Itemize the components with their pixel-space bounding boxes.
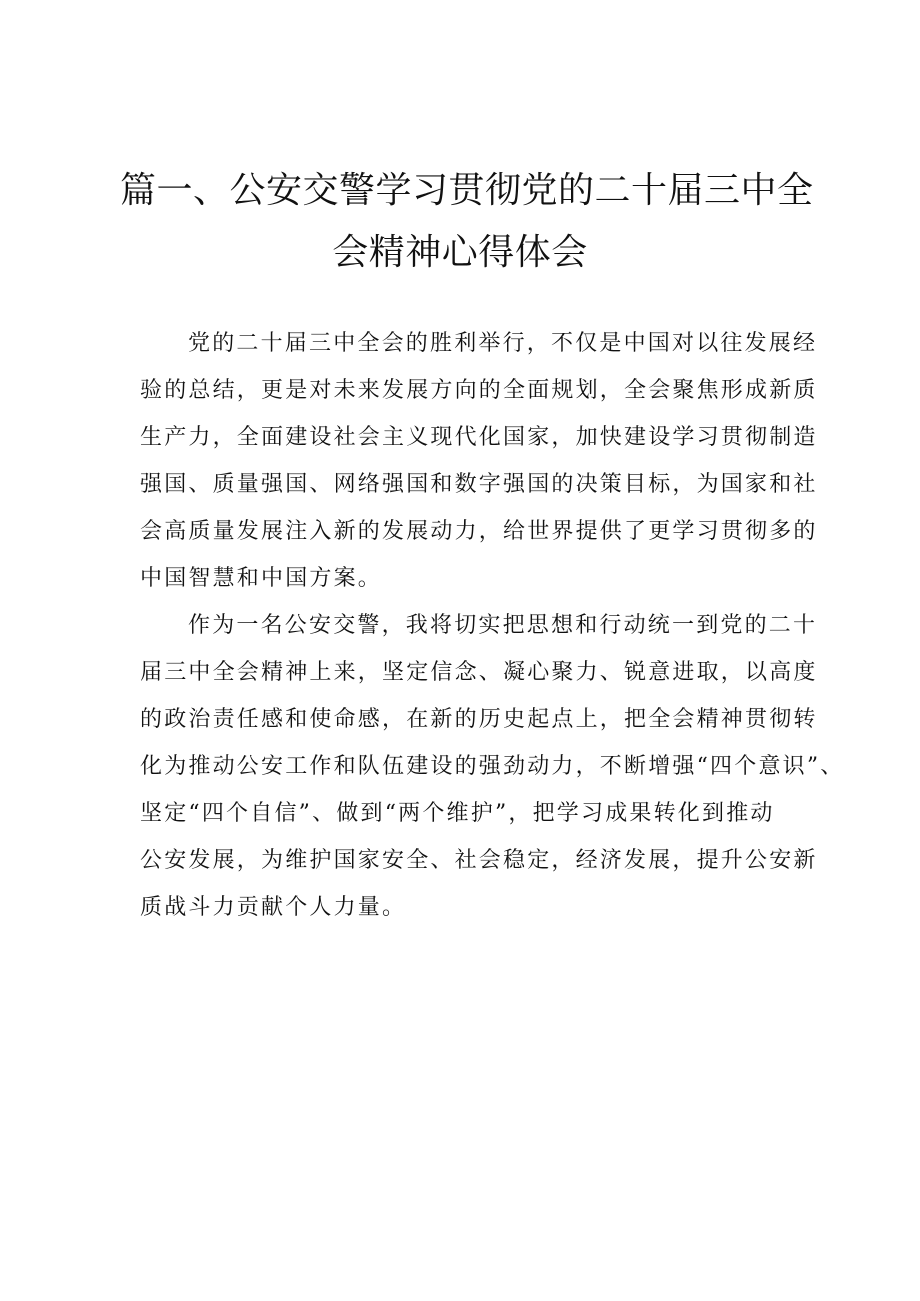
paragraph-1-line-4: 强国、质量强国、网络强国和数字强国的决策目标，为国家和社	[140, 472, 818, 497]
paragraph-1-line-1: 党的二十届三中全会的胜利举行，不仅是中国对以往发展经	[188, 331, 818, 356]
paragraph-2-line-6: 公安发展，为维护国家安全、社会稳定，经济发展，提升公安新	[140, 848, 818, 873]
paragraph-2-line-1: 作为一名公安交警，我将切实把思想和行动统一到党的二十	[188, 613, 818, 638]
paragraph-1-line-3: 生产力，全面建设社会主义现代化国家，加快建设学习贯彻制造	[140, 425, 818, 450]
paragraph-1-line-5: 会高质量发展注入新的发展动力，给世界提供了更学习贯彻多的	[140, 519, 818, 544]
title-line-1: 篇一、公安交警学习贯彻党的二十届三中全	[120, 170, 814, 211]
paragraph-2-line-4: 化为推动公安工作和队伍建设的强劲动力，不断增强“四个意识”、	[140, 754, 845, 779]
paragraph-2	[140, 602, 845, 931]
document-title	[120, 160, 814, 284]
paragraph-2-line-2: 届三中全会精神上来，坚定信念、凝心聚力、锐意进取，以高度	[140, 660, 818, 685]
paragraph-1-line-6: 中国智慧和中国方案。	[140, 566, 383, 591]
paragraph-2-line-7: 质战斗力贡献个人力量。	[140, 895, 407, 920]
paragraph-1	[140, 320, 818, 602]
document-body	[140, 320, 845, 931]
paragraph-2-line-5: 坚定“四个自信”、做到“两个维护”，把学习成果转化到推动	[140, 801, 775, 826]
paragraph-1-line-2: 验的总结，更是对未来发展方向的全面规划，全会聚焦形成新质	[140, 378, 818, 403]
paragraph-2-line-3: 的政治责任感和使命感，在新的历史起点上，把全会精神贯彻转	[140, 707, 818, 732]
title-line-2: 会精神心得体会	[332, 232, 588, 273]
